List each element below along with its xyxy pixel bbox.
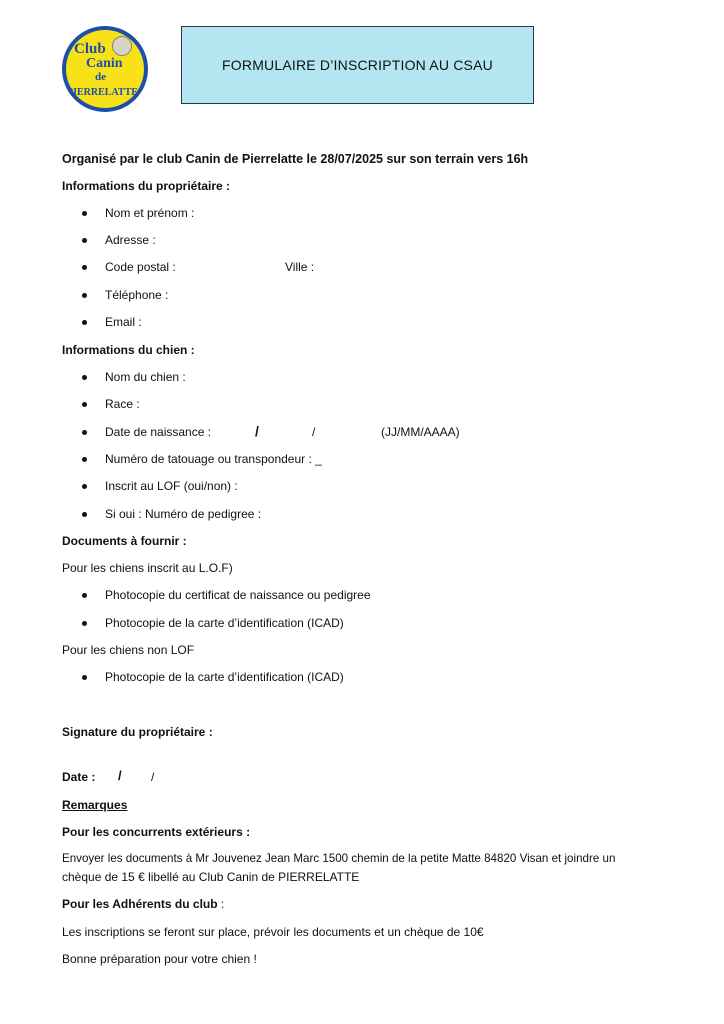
remarks-heading: Remarques: [62, 798, 128, 812]
form-title-box: [181, 26, 534, 104]
lof-dogs-intro: Pour les chiens inscrit au L.O.F): [62, 561, 233, 575]
external-instructions-line-1: Envoyer les documents à Mr Jouvenez Jean Marc 1500 chemin de la petite Matte 84820 Visan et joindre un: [62, 852, 616, 865]
birth-separator-1: /: [255, 423, 259, 439]
event-intro: Organisé par le club Canin de Pierrelatte le 28/07/2025 sur son terrain vers 16h: [62, 152, 529, 166]
date-label: Date :: [62, 770, 96, 784]
members-instructions: Les inscriptions se feront sur place, prévoir les documents et un chèque de 10€: [62, 925, 484, 939]
birth-format-hint: (JJ/MM/AAAA): [381, 425, 460, 439]
date-separator-1: /: [118, 768, 122, 783]
closing-message: Bonne préparation pour votre chien !: [62, 952, 257, 966]
owner-city-label: Ville :: [285, 260, 315, 274]
form-title: FORMULAIRE D’INSCRIPTION AU CSAU: [222, 57, 493, 73]
signature-label: Signature du propriétaire :: [62, 725, 213, 739]
date-separator-2: /: [151, 770, 155, 784]
nonlof-dogs-intro: Pour les chiens non LOF: [62, 643, 195, 657]
documents-heading: Documents à fournir :: [62, 534, 187, 548]
external-heading: Pour les concurrents extérieurs :: [62, 825, 251, 839]
club-logo: Club Canin de PIERRELATTE: [62, 26, 148, 112]
external-instructions-line-2: chèque de 15 € libellé au Club Canin de PIERRELATTE: [62, 870, 360, 884]
birth-separator-2: /: [312, 425, 316, 439]
dog-heading: Informations du chien :: [62, 343, 195, 357]
members-heading: Pour les Adhérents du club :: [62, 897, 225, 911]
dog-emblem-icon: [112, 36, 132, 56]
owner-heading: Informations du propriétaire :: [62, 179, 231, 193]
